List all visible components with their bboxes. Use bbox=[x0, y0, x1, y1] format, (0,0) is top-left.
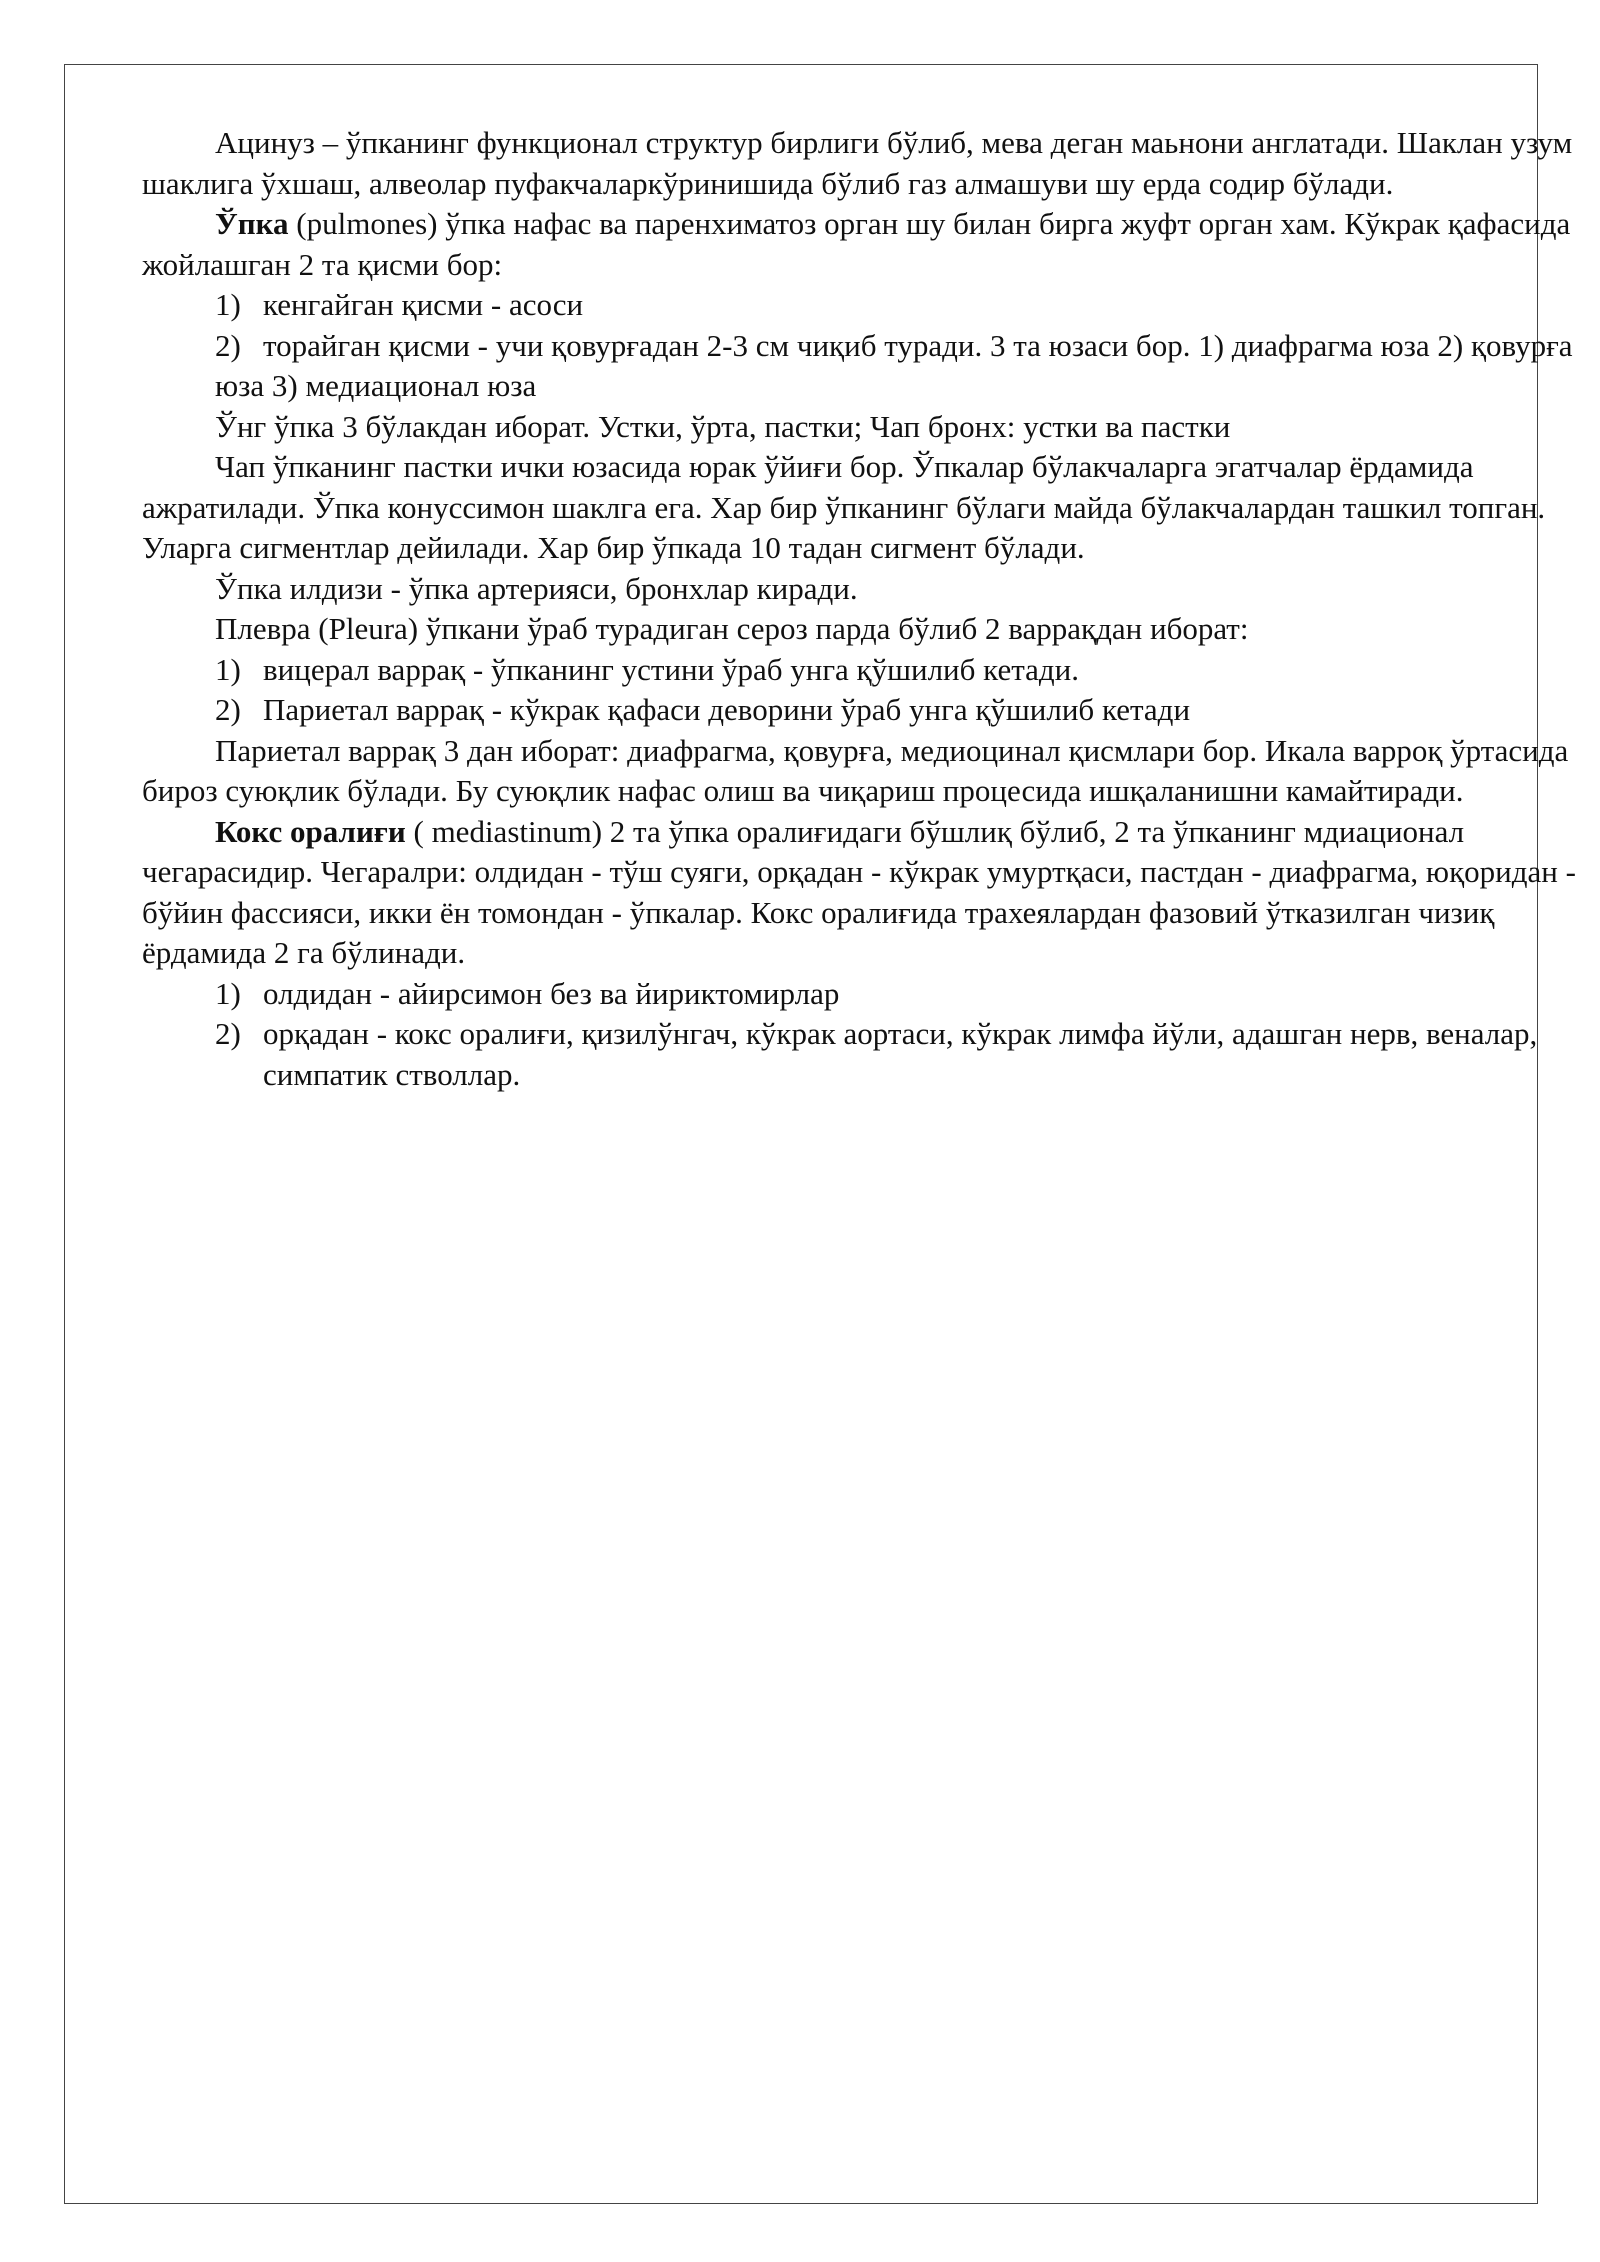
list-item bbox=[142, 650, 1582, 691]
page-frame bbox=[64, 64, 1576, 2204]
paragraph-lung-text: (pulmones) ўпка нафас ва паренхиматоз орган шу билан бирга жуфт орган хам. Кўкрак қафасида жойлашган 2 та қисми бор: bbox=[142, 206, 1571, 282]
list-item bbox=[142, 1014, 1582, 1095]
paragraph-pleura: Плевра (Pleura) ўпкани ўраб турадиган сероз парда бўлиб 2 варрақдан иборат: bbox=[215, 611, 1249, 646]
paragraph-acinus: Ацинуз – ўпканинг функционал структур бирлиги бўлиб, мева деган маьнони англатади. Шаклан узум шаклига ўхшаш, алвеолар пуфакчаларкўринишида бўлиб газ алмашуви шу ерда содир бўлади. bbox=[142, 125, 1573, 201]
paragraph-right-lung: Ўнг ўпка 3 бўлакдан иборат. Устки, ўрта, пастки; Чап бронх: устки ва пастки bbox=[215, 408, 1231, 444]
list-text: кенгайган қисми - асоси bbox=[263, 287, 584, 322]
paragraph-mediastinum bbox=[142, 812, 1582, 974]
list-number: 1) bbox=[215, 975, 241, 1011]
list-text: вицерал варрақ - ўпканинг устини ўраб унга қўшилиб кетади. bbox=[263, 651, 1080, 687]
list-item bbox=[142, 285, 1582, 326]
list-number: 1) bbox=[215, 651, 241, 687]
paragraph-lung-root: Ўпка илдизи - ўпка артерияси, бронхлар киради. bbox=[215, 570, 858, 606]
list-number: 1) bbox=[215, 287, 241, 322]
term-mediastinum: Кокс оралиғи bbox=[215, 813, 406, 849]
list-item bbox=[142, 974, 1582, 1015]
list-text: олдидан - айирсимон без ва йириктомирлар bbox=[263, 975, 840, 1011]
list-text: торайган қисми - учи қовурғадан 2-3 см чиқиб туради. 3 та юзаси бор. 1) диафрагма юза 2) қовурға юза 3) медиационал юза bbox=[215, 327, 1573, 403]
list-text: Париетал варрақ - кўкрак қафаси деворини ўраб унга қўшилиб кетади bbox=[263, 692, 1191, 727]
list-text: орқадан - кокс оралиғи, қизилўнгач, кўкрак аортаси, кўкрак лимфа йўли, адашган нерв, веналар, симпатик стволлар. bbox=[263, 1016, 1538, 1092]
paragraph-mediastinum-text: ( mediastinum) 2 та ўпка оралиғидаги бўшлиқ бўлиб, 2 та ўпканинг мдиационал чегарасидир. Чегаралри: олдидан - тўш суяги, орқадан - кўкрак умуртқаси, пастдан - диафрагма, юқоридан - бўйин фассияси, икки ён томондан - ўпкалар. Кокс оралиғида трахеялардан фазовий ўтказилган чизиқ ёрдамида 2 га бўлинади. bbox=[142, 813, 1576, 970]
list-number: 2) bbox=[215, 327, 241, 363]
list-item bbox=[142, 690, 1582, 731]
paragraph-parietal: Париетал варрақ 3 дан иборат: диафрагма, қовурға, медиоцинал қисмлари бор. Икала варроқ ўртасида бироз суюқлик бўлади. Бу суюқлик нафас олиш ва чиқариш процесида ишқаланишни камайтиради. bbox=[142, 732, 1569, 808]
list-item bbox=[142, 326, 1582, 407]
paragraph-lung bbox=[142, 204, 1582, 285]
paragraph-left-lung: Чап ўпканинг пастки ички юзасида юрак ўйиғи бор. Ўпкалар бўлакчаларга эгатчалар ёрдамида ажратилади. Ўпка конуссимон шаклга ега. Хар бир ўпканинг бўлаги майда бўлакчалардан ташкил топган. Уларга сигментлар дейилади. Хар бир ўпкада 10 тадан сигмент бўлади. bbox=[142, 449, 1546, 565]
document-body bbox=[142, 123, 1582, 1095]
list-number: 2) bbox=[215, 1016, 241, 1051]
term-lung: Ўпка bbox=[215, 206, 289, 241]
list-number: 2) bbox=[215, 692, 241, 727]
